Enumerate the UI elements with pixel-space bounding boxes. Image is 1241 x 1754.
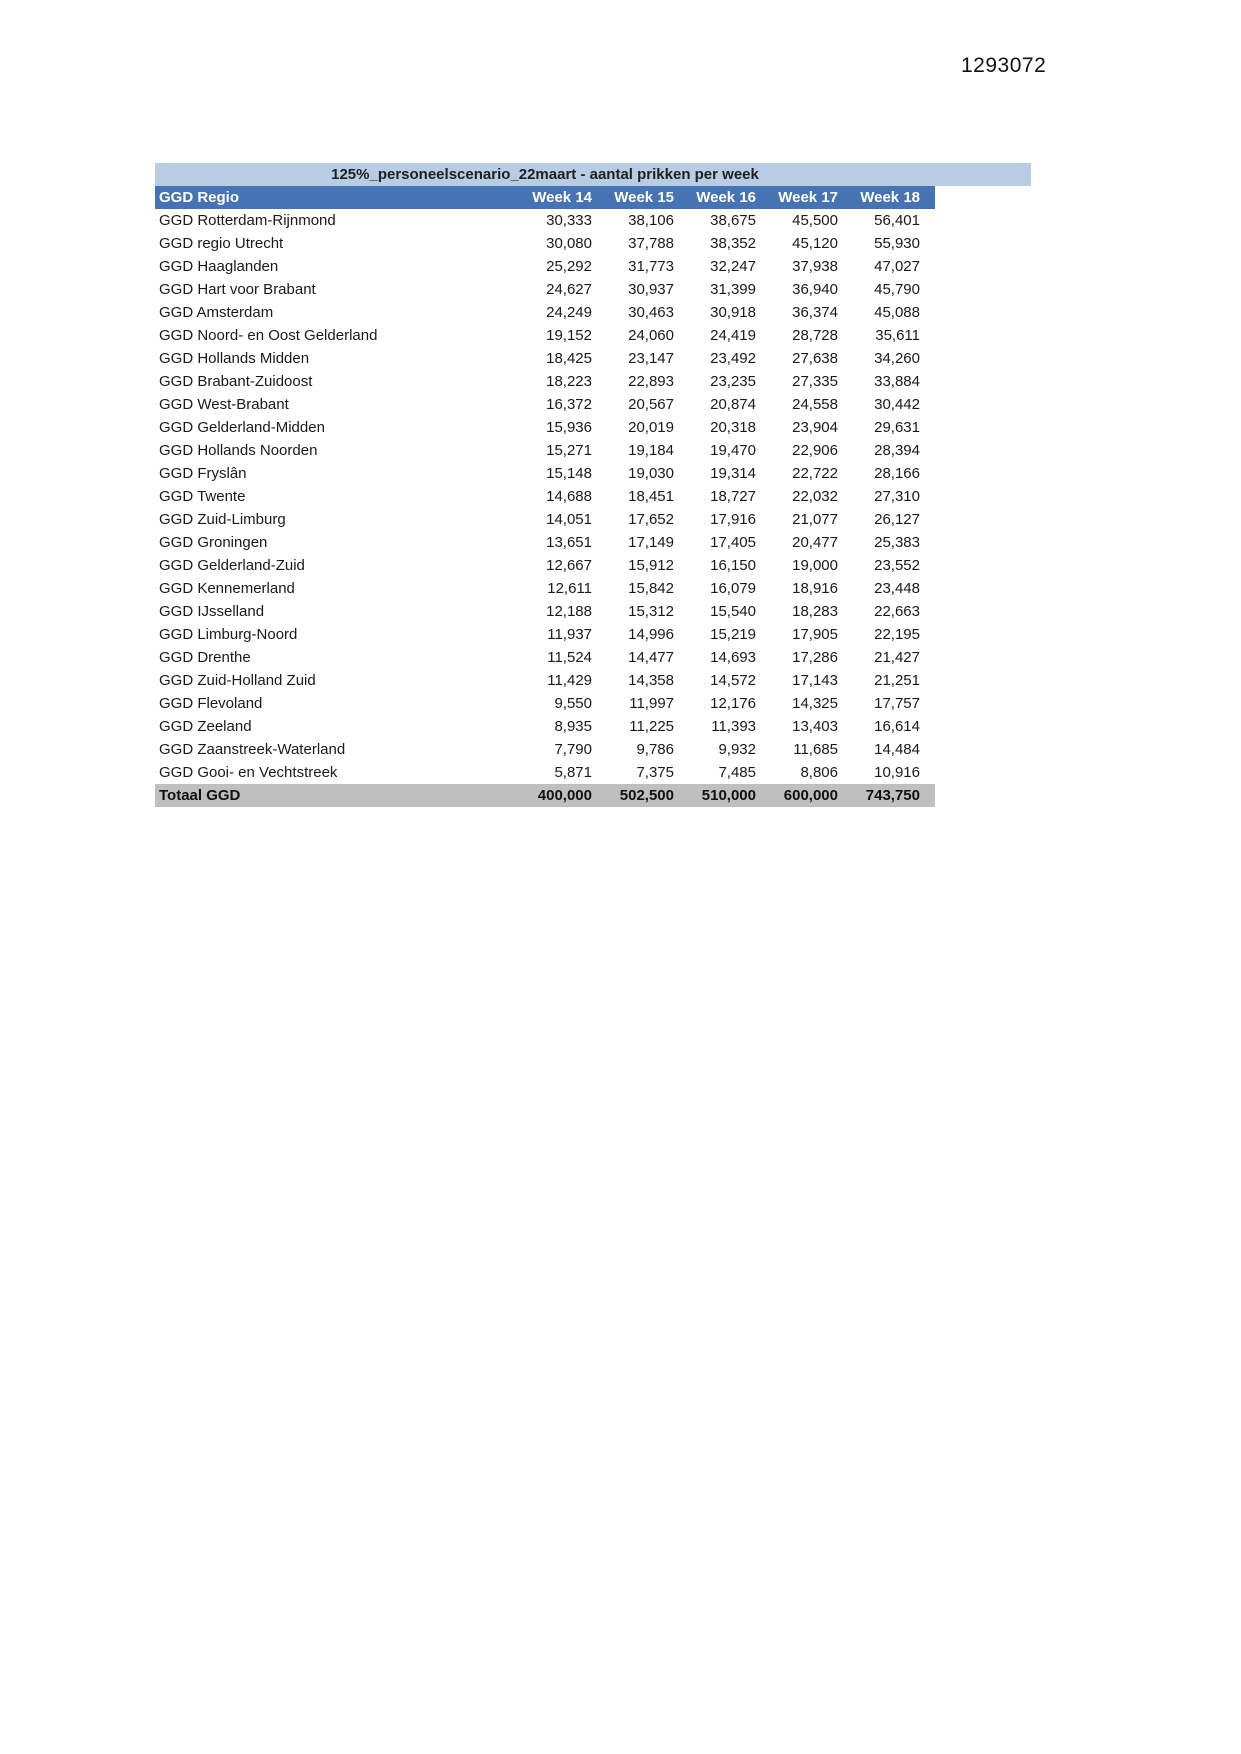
value-cell: 56,401 (853, 209, 935, 232)
region-cell: GGD Hollands Midden (155, 347, 525, 370)
value-cell: 17,143 (771, 669, 853, 692)
value-cell: 24,249 (525, 301, 607, 324)
value-cell: 17,149 (607, 531, 689, 554)
value-cell: 24,627 (525, 278, 607, 301)
value-cell: 11,685 (771, 738, 853, 761)
value-cell: 24,558 (771, 393, 853, 416)
table-row (155, 761, 935, 784)
value-cell: 14,325 (771, 692, 853, 715)
value-cell: 5,871 (525, 761, 607, 784)
value-cell: 9,550 (525, 692, 607, 715)
value-cell: 36,940 (771, 278, 853, 301)
value-cell: 23,552 (853, 554, 935, 577)
value-cell: 18,425 (525, 347, 607, 370)
value-cell: 15,936 (525, 416, 607, 439)
value-cell: 38,675 (689, 209, 771, 232)
value-cell: 16,372 (525, 393, 607, 416)
value-cell: 31,399 (689, 278, 771, 301)
value-cell: 22,722 (771, 462, 853, 485)
region-cell: GGD Gelderland-Midden (155, 416, 525, 439)
value-cell: 19,314 (689, 462, 771, 485)
value-cell: 23,448 (853, 577, 935, 600)
value-cell: 14,051 (525, 508, 607, 531)
value-cell: 14,688 (525, 485, 607, 508)
column-header-week16: Week 16 (689, 186, 771, 209)
value-cell: 19,152 (525, 324, 607, 347)
value-cell: 25,383 (853, 531, 935, 554)
region-cell: GGD Fryslân (155, 462, 525, 485)
table-row (155, 462, 935, 485)
value-cell: 23,904 (771, 416, 853, 439)
value-cell: 17,916 (689, 508, 771, 531)
table-row (155, 370, 935, 393)
value-cell: 19,470 (689, 439, 771, 462)
value-cell: 30,463 (607, 301, 689, 324)
value-cell: 28,166 (853, 462, 935, 485)
value-cell: 16,614 (853, 715, 935, 738)
value-cell: 18,451 (607, 485, 689, 508)
value-cell: 15,271 (525, 439, 607, 462)
region-cell: GGD Gooi- en Vechtstreek (155, 761, 525, 784)
value-cell: 37,788 (607, 232, 689, 255)
value-cell: 23,147 (607, 347, 689, 370)
value-cell: 20,019 (607, 416, 689, 439)
header-row (155, 186, 935, 209)
value-cell: 11,997 (607, 692, 689, 715)
value-cell: 17,405 (689, 531, 771, 554)
total-value-week14: 400,000 (525, 784, 607, 807)
region-cell: GGD Noord- en Oost Gelderland (155, 324, 525, 347)
value-cell: 30,080 (525, 232, 607, 255)
table-body (155, 209, 935, 784)
value-cell: 45,790 (853, 278, 935, 301)
value-cell: 32,247 (689, 255, 771, 278)
value-cell: 30,333 (525, 209, 607, 232)
value-cell: 7,790 (525, 738, 607, 761)
value-cell: 9,932 (689, 738, 771, 761)
total-value-week18: 743,750 (853, 784, 935, 807)
value-cell: 8,935 (525, 715, 607, 738)
value-cell: 8,806 (771, 761, 853, 784)
value-cell: 45,088 (853, 301, 935, 324)
value-cell: 23,235 (689, 370, 771, 393)
value-cell: 47,027 (853, 255, 935, 278)
data-table (155, 186, 935, 807)
value-cell: 29,631 (853, 416, 935, 439)
value-cell: 24,060 (607, 324, 689, 347)
value-cell: 19,000 (771, 554, 853, 577)
column-header-week15: Week 15 (607, 186, 689, 209)
value-cell: 15,540 (689, 600, 771, 623)
table-row (155, 393, 935, 416)
value-cell: 23,492 (689, 347, 771, 370)
value-cell: 17,652 (607, 508, 689, 531)
region-cell: GGD Limburg-Noord (155, 623, 525, 646)
value-cell: 15,219 (689, 623, 771, 646)
table-row (155, 577, 935, 600)
total-value-week15: 502,500 (607, 784, 689, 807)
value-cell: 21,427 (853, 646, 935, 669)
table-row (155, 738, 935, 761)
value-cell: 14,358 (607, 669, 689, 692)
table-row (155, 439, 935, 462)
value-cell: 22,663 (853, 600, 935, 623)
value-cell: 12,188 (525, 600, 607, 623)
region-cell: GGD Brabant-Zuidoost (155, 370, 525, 393)
value-cell: 14,996 (607, 623, 689, 646)
region-cell: GGD IJsselland (155, 600, 525, 623)
region-cell: GGD Zuid-Limburg (155, 508, 525, 531)
region-cell: GGD Zuid-Holland Zuid (155, 669, 525, 692)
table-row (155, 692, 935, 715)
region-cell: GGD Kennemerland (155, 577, 525, 600)
value-cell: 14,572 (689, 669, 771, 692)
value-cell: 37,938 (771, 255, 853, 278)
table-header (155, 186, 935, 209)
value-cell: 22,032 (771, 485, 853, 508)
value-cell: 20,567 (607, 393, 689, 416)
value-cell: 35,611 (853, 324, 935, 347)
value-cell: 10,916 (853, 761, 935, 784)
table-footer (155, 784, 935, 807)
table-row (155, 531, 935, 554)
table-row (155, 255, 935, 278)
value-cell: 28,728 (771, 324, 853, 347)
value-cell: 18,727 (689, 485, 771, 508)
value-cell: 11,937 (525, 623, 607, 646)
value-cell: 30,937 (607, 278, 689, 301)
table-row (155, 508, 935, 531)
region-cell: GGD Amsterdam (155, 301, 525, 324)
value-cell: 19,184 (607, 439, 689, 462)
table-row (155, 554, 935, 577)
value-cell: 15,312 (607, 600, 689, 623)
value-cell: 16,150 (689, 554, 771, 577)
value-cell: 17,757 (853, 692, 935, 715)
column-header-week14: Week 14 (525, 186, 607, 209)
column-header-region: GGD Regio (155, 186, 525, 209)
region-cell: GGD regio Utrecht (155, 232, 525, 255)
value-cell: 22,893 (607, 370, 689, 393)
value-cell: 45,120 (771, 232, 853, 255)
region-cell: GGD Gelderland-Zuid (155, 554, 525, 577)
value-cell: 11,393 (689, 715, 771, 738)
page-number: 1293072 (961, 54, 1047, 77)
table-row (155, 646, 935, 669)
value-cell: 27,310 (853, 485, 935, 508)
value-cell: 14,477 (607, 646, 689, 669)
column-header-week17: Week 17 (771, 186, 853, 209)
value-cell: 7,485 (689, 761, 771, 784)
table-container (155, 163, 1031, 807)
value-cell: 30,442 (853, 393, 935, 416)
value-cell: 33,884 (853, 370, 935, 393)
value-cell: 15,842 (607, 577, 689, 600)
total-value-week16: 510,000 (689, 784, 771, 807)
region-cell: GGD Groningen (155, 531, 525, 554)
table-row (155, 209, 935, 232)
table-row (155, 347, 935, 370)
table-row (155, 715, 935, 738)
value-cell: 20,874 (689, 393, 771, 416)
value-cell: 34,260 (853, 347, 935, 370)
value-cell: 18,916 (771, 577, 853, 600)
value-cell: 55,930 (853, 232, 935, 255)
table-row (155, 301, 935, 324)
value-cell: 38,352 (689, 232, 771, 255)
value-cell: 25,292 (525, 255, 607, 278)
table-row (155, 669, 935, 692)
value-cell: 11,524 (525, 646, 607, 669)
table-row (155, 485, 935, 508)
value-cell: 27,335 (771, 370, 853, 393)
value-cell: 20,477 (771, 531, 853, 554)
value-cell: 18,283 (771, 600, 853, 623)
value-cell: 16,079 (689, 577, 771, 600)
value-cell: 18,223 (525, 370, 607, 393)
table-row (155, 600, 935, 623)
value-cell: 13,651 (525, 531, 607, 554)
value-cell: 21,251 (853, 669, 935, 692)
value-cell: 15,148 (525, 462, 607, 485)
table-row (155, 324, 935, 347)
table-title-bar (155, 163, 1031, 186)
region-cell: GGD Zeeland (155, 715, 525, 738)
table-row (155, 623, 935, 646)
table-row (155, 278, 935, 301)
value-cell: 19,030 (607, 462, 689, 485)
value-cell: 15,912 (607, 554, 689, 577)
total-value-week17: 600,000 (771, 784, 853, 807)
value-cell: 28,394 (853, 439, 935, 462)
value-cell: 11,429 (525, 669, 607, 692)
value-cell: 12,667 (525, 554, 607, 577)
value-cell: 7,375 (607, 761, 689, 784)
region-cell: GGD Flevoland (155, 692, 525, 715)
column-header-week18: Week 18 (853, 186, 935, 209)
region-cell: GGD Twente (155, 485, 525, 508)
value-cell: 12,611 (525, 577, 607, 600)
value-cell: 17,905 (771, 623, 853, 646)
value-cell: 11,225 (607, 715, 689, 738)
value-cell: 30,918 (689, 301, 771, 324)
value-cell: 26,127 (853, 508, 935, 531)
value-cell: 12,176 (689, 692, 771, 715)
table-row (155, 232, 935, 255)
region-cell: GGD Haaglanden (155, 255, 525, 278)
value-cell: 24,419 (689, 324, 771, 347)
value-cell: 22,195 (853, 623, 935, 646)
value-cell: 14,484 (853, 738, 935, 761)
value-cell: 45,500 (771, 209, 853, 232)
value-cell: 36,374 (771, 301, 853, 324)
value-cell: 21,077 (771, 508, 853, 531)
value-cell: 9,786 (607, 738, 689, 761)
region-cell: GGD Hart voor Brabant (155, 278, 525, 301)
table-title: 125%_personeelscenario_22maart - aantal prikken per week (331, 166, 759, 183)
value-cell: 27,638 (771, 347, 853, 370)
value-cell: 13,403 (771, 715, 853, 738)
region-cell: GGD West-Brabant (155, 393, 525, 416)
region-cell: GGD Rotterdam-Rijnmond (155, 209, 525, 232)
total-row (155, 784, 935, 807)
region-cell: GGD Hollands Noorden (155, 439, 525, 462)
value-cell: 31,773 (607, 255, 689, 278)
value-cell: 17,286 (771, 646, 853, 669)
region-cell: GGD Zaanstreek-Waterland (155, 738, 525, 761)
value-cell: 14,693 (689, 646, 771, 669)
total-label: Totaal GGD (155, 784, 525, 807)
value-cell: 38,106 (607, 209, 689, 232)
value-cell: 20,318 (689, 416, 771, 439)
region-cell: GGD Drenthe (155, 646, 525, 669)
table-row (155, 416, 935, 439)
value-cell: 22,906 (771, 439, 853, 462)
